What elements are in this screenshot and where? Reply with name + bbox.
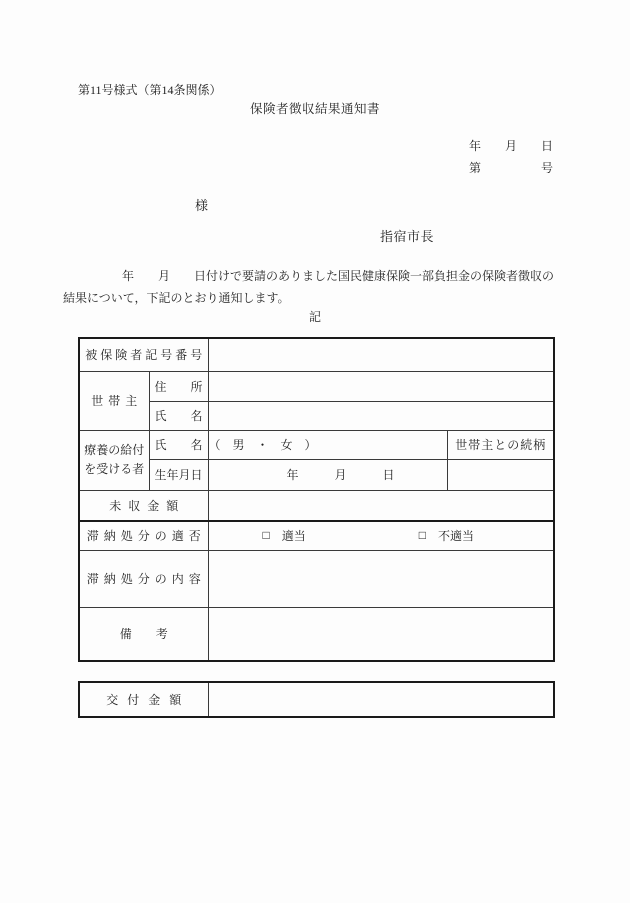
main-table bbox=[78, 337, 555, 662]
body-paragraph bbox=[63, 266, 568, 309]
household-head-label: 世帯主 bbox=[91, 394, 143, 408]
checkbox-inappropriate-icon[interactable]: □ bbox=[418, 528, 427, 543]
grant-amount-table bbox=[78, 681, 555, 718]
care-recipient-label-line-2: を受ける者 bbox=[84, 462, 145, 476]
arrears-propriety-options-cell bbox=[208, 521, 554, 550]
option-appropriate bbox=[263, 527, 306, 544]
arrears-details-label: 滞納処分の内容 bbox=[86, 572, 206, 586]
grant-amount-value-cell[interactable] bbox=[208, 682, 554, 717]
table-row bbox=[79, 371, 554, 401]
gender-options: （ 男 ・ 女 ） bbox=[208, 438, 317, 452]
document-number-line: 第 号 bbox=[468, 161, 553, 175]
table-row bbox=[79, 550, 554, 607]
insured-symbol-label: 被保険者記号番号 bbox=[85, 348, 206, 363]
form-number: 第11号様式（第14条関係） bbox=[78, 83, 222, 97]
relationship-value-cell[interactable] bbox=[447, 459, 554, 490]
document-title: 保険者徴収結果通知書 bbox=[249, 102, 380, 116]
table-row bbox=[79, 521, 554, 550]
remarks-label: 備 考 bbox=[119, 627, 168, 642]
record-heading: 記 bbox=[308, 310, 321, 324]
relationship-label: 世帯主との続柄 bbox=[455, 438, 547, 452]
table-row bbox=[79, 682, 554, 717]
insured-symbol-value-cell[interactable] bbox=[208, 338, 554, 371]
birthdate-placeholder: 年 月 日 bbox=[286, 468, 395, 482]
option-appropriate-label: 適当 bbox=[281, 529, 306, 544]
address-value-cell[interactable] bbox=[208, 371, 554, 401]
care-recipient-label-line-1: 療養の給付 bbox=[84, 443, 145, 457]
table-row bbox=[79, 459, 554, 490]
option-inappropriate-label: 不適当 bbox=[438, 529, 475, 544]
birthdate-label: 生年月日 bbox=[154, 468, 203, 482]
sender-name: 指宿市長 bbox=[380, 229, 435, 244]
table-row bbox=[79, 401, 554, 430]
care-recipient-label bbox=[79, 430, 149, 490]
recipient-name-label: 氏 名 bbox=[154, 438, 203, 452]
body-line-1: 年 月 日付けで要請のありました国民健康保険一部負担金の保険者徴収の bbox=[122, 269, 555, 283]
unpaid-amount-value-cell[interactable] bbox=[208, 490, 554, 521]
address-label: 住 所 bbox=[154, 379, 203, 394]
date-number-block bbox=[469, 135, 553, 179]
unpaid-amount-label: 未収金額 bbox=[109, 498, 186, 513]
table-row bbox=[79, 338, 554, 371]
issue-date-line: 年 月 日 bbox=[468, 139, 553, 153]
body-line-2: 結果について，下記のとおり通知します。 bbox=[63, 290, 290, 305]
arrears-details-value-cell[interactable] bbox=[208, 550, 554, 607]
checkbox-appropriate-icon[interactable]: □ bbox=[262, 528, 270, 543]
household-head-name-label: 氏 名 bbox=[154, 409, 203, 423]
remarks-value-cell[interactable] bbox=[208, 607, 554, 661]
household-head-name-value-cell[interactable] bbox=[208, 401, 554, 430]
table-row bbox=[79, 430, 554, 459]
recipient-name-value-cell[interactable] bbox=[208, 430, 447, 459]
table-row bbox=[79, 607, 554, 661]
table-row bbox=[79, 490, 554, 521]
arrears-propriety-label: 滞納処分の適否 bbox=[86, 529, 206, 544]
grant-amount-label: 交付金額 bbox=[106, 693, 191, 707]
option-inappropriate bbox=[419, 527, 474, 544]
addressee-honorific: 様 bbox=[195, 198, 209, 213]
birthdate-value-cell[interactable] bbox=[208, 459, 447, 490]
